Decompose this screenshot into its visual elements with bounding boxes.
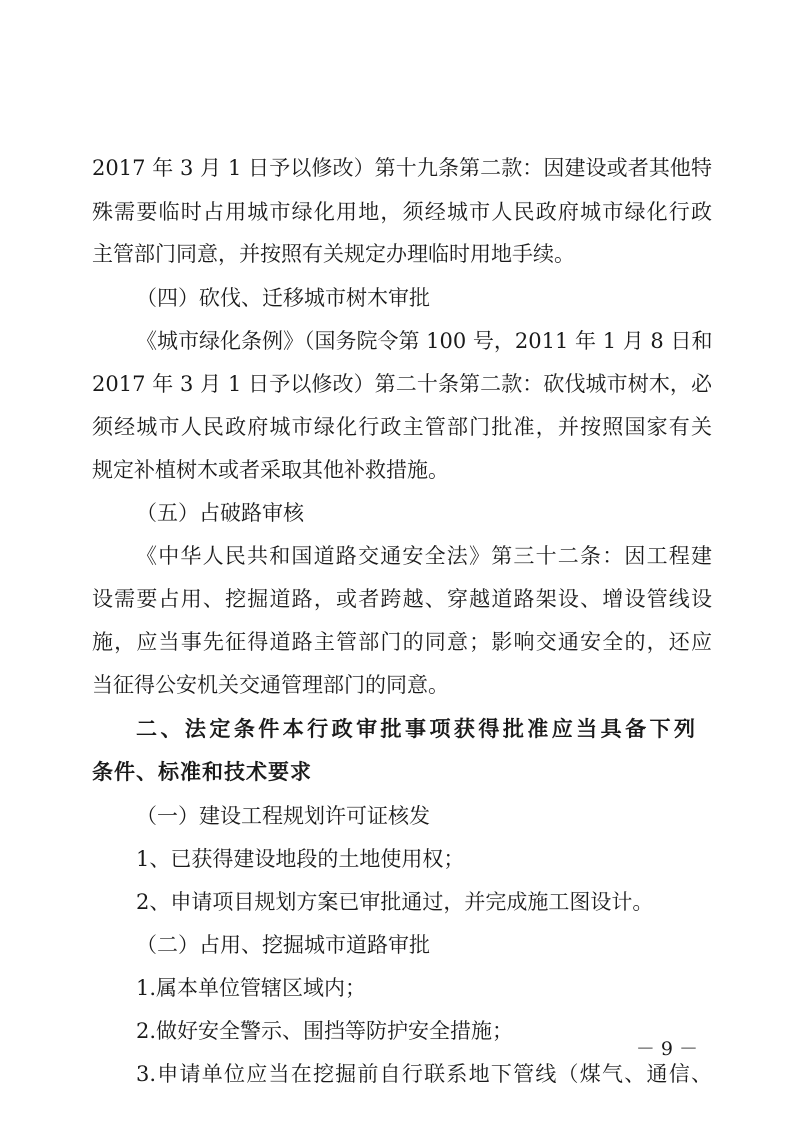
- text-line: 《城市绿化条例》（国务院令第 100 号，2011 年 1 月 8 日和: [136, 329, 713, 353]
- chapter-heading: 二、法定条件本行政审批事项获得批准应当具备下列: [136, 716, 696, 741]
- list-item: 2.做好安全警示、围挡等防护安全措施；: [136, 1019, 514, 1043]
- text-line: 当征得公安机关交通管理部门的同意。: [92, 673, 449, 697]
- section-heading: （二）占用、挖掘城市道路审批: [136, 933, 430, 957]
- text-line: 设需要占用、挖掘道路，或者跨越、穿越道路架设、增设管线设: [92, 587, 712, 611]
- list-item: 3.申请单位应当在挖掘前自行联系地下管线（煤气、通信、: [136, 1062, 712, 1086]
- list-item: 2、申请项目规划方案已审批通过，并完成施工图设计。: [136, 890, 654, 914]
- list-item: 1、已获得建设地段的土地使用权；: [136, 847, 465, 871]
- section-heading: （四）砍伐、迁移城市树木审批: [136, 286, 430, 310]
- text-line: 须经城市人民政府城市绿化行政主管部门批准，并按照国家有关: [92, 415, 712, 439]
- text-line: 2017 年 3 月 1 日予以修改）第二十条第二款：砍伐城市树木，必: [92, 372, 712, 396]
- section-heading: （五）占破路审核: [136, 501, 304, 525]
- page-number: － 9 －: [635, 1038, 698, 1060]
- list-item: 1.属本单位管辖区域内；: [136, 976, 367, 1000]
- text-line: 施，应当事先征得道路主管部门的同意；影响交通安全的，还应: [92, 630, 712, 654]
- text-line: 规定补植树木或者采取其他补救措施。: [92, 458, 449, 482]
- section-heading: （一）建设工程规划许可证核发: [136, 804, 430, 828]
- text-line: 殊需要临时占用城市绿化用地，须经城市人民政府城市绿化行政: [92, 200, 712, 224]
- chapter-heading-continued: 条件、标准和技术要求: [92, 759, 312, 784]
- text-line: 《中华人民共和国道路交通安全法》第三十二条：因工程建: [136, 544, 712, 568]
- text-line: 2017 年 3 月 1 日予以修改）第十九条第二款：因建设或者其他特: [92, 156, 712, 180]
- text-line: 主管部门同意，并按照有关规定办理临时用地手续。: [92, 242, 575, 266]
